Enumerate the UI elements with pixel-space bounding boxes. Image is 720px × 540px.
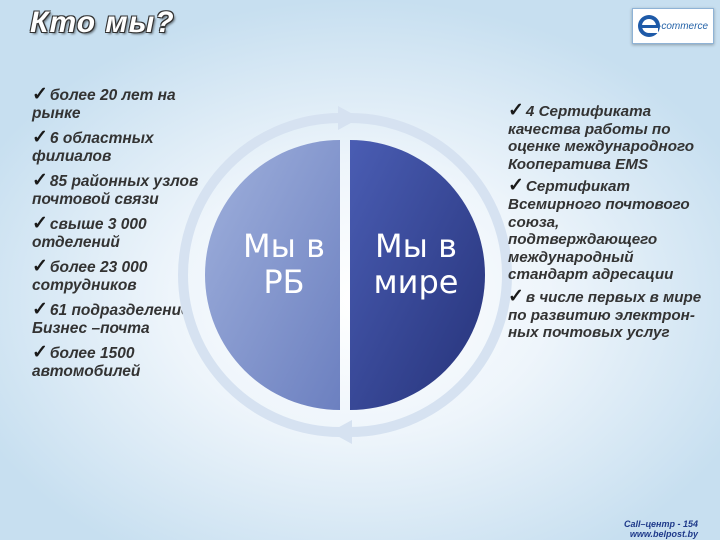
arrow-head-bottom	[330, 420, 352, 444]
list-item: ✓ 6 областных филиалов	[32, 127, 154, 165]
checkmark-icon: ✓	[32, 213, 48, 234]
list-item: ✓ Сертификат Всемирного почтового союза, подтверждающего международный стандарт адресации	[508, 175, 690, 284]
label-we-in-belarus: Мы в РБ	[243, 227, 325, 301]
call-center: Call–центр - 154	[624, 519, 698, 529]
ecommerce-logo	[632, 8, 714, 44]
checkmark-icon: ✓	[32, 256, 48, 277]
label-we-in-world: Мы в мире	[373, 227, 459, 301]
list-item: ✓ 61 подразделение Бизнес –почта	[32, 299, 190, 337]
right-facts-list	[508, 102, 706, 346]
checkmark-icon: ✓	[32, 170, 48, 191]
list-item: ✓ свыше 3 000 отделений	[32, 213, 147, 251]
checkmark-icon: ✓	[32, 84, 48, 105]
checkmark-icon: ✓	[32, 127, 48, 148]
logo-text: -commerce	[658, 20, 709, 32]
website-link[interactable]: www.belpost.by	[629, 529, 698, 539]
list-item: ✓ более 23 000 сотрудников	[32, 256, 148, 294]
list-item: ✓ 85 районных узлов почтовой связи	[32, 170, 199, 208]
checkmark-icon: ✓	[32, 299, 48, 320]
checkmark-icon: ✓	[32, 342, 48, 363]
page-title: Кто мы?	[30, 6, 175, 39]
footer-contacts	[624, 519, 698, 539]
checkmark-icon: ✓	[508, 100, 524, 121]
list-item: ✓ в числе первых в мире по развитию электрон-ных почтовых услуг	[508, 285, 702, 342]
list-item: ✓ более 20 лет на рынке	[32, 84, 176, 122]
checkmark-icon: ✓	[508, 285, 524, 307]
list-item: ✓ более 1500 автомобилей	[32, 342, 141, 380]
list-item: ✓ 4 Сертификата качества работы по оценке международного Кооператива EMS	[508, 100, 695, 173]
checkmark-icon: ✓	[508, 175, 524, 197]
arrow-head-top	[338, 106, 360, 130]
